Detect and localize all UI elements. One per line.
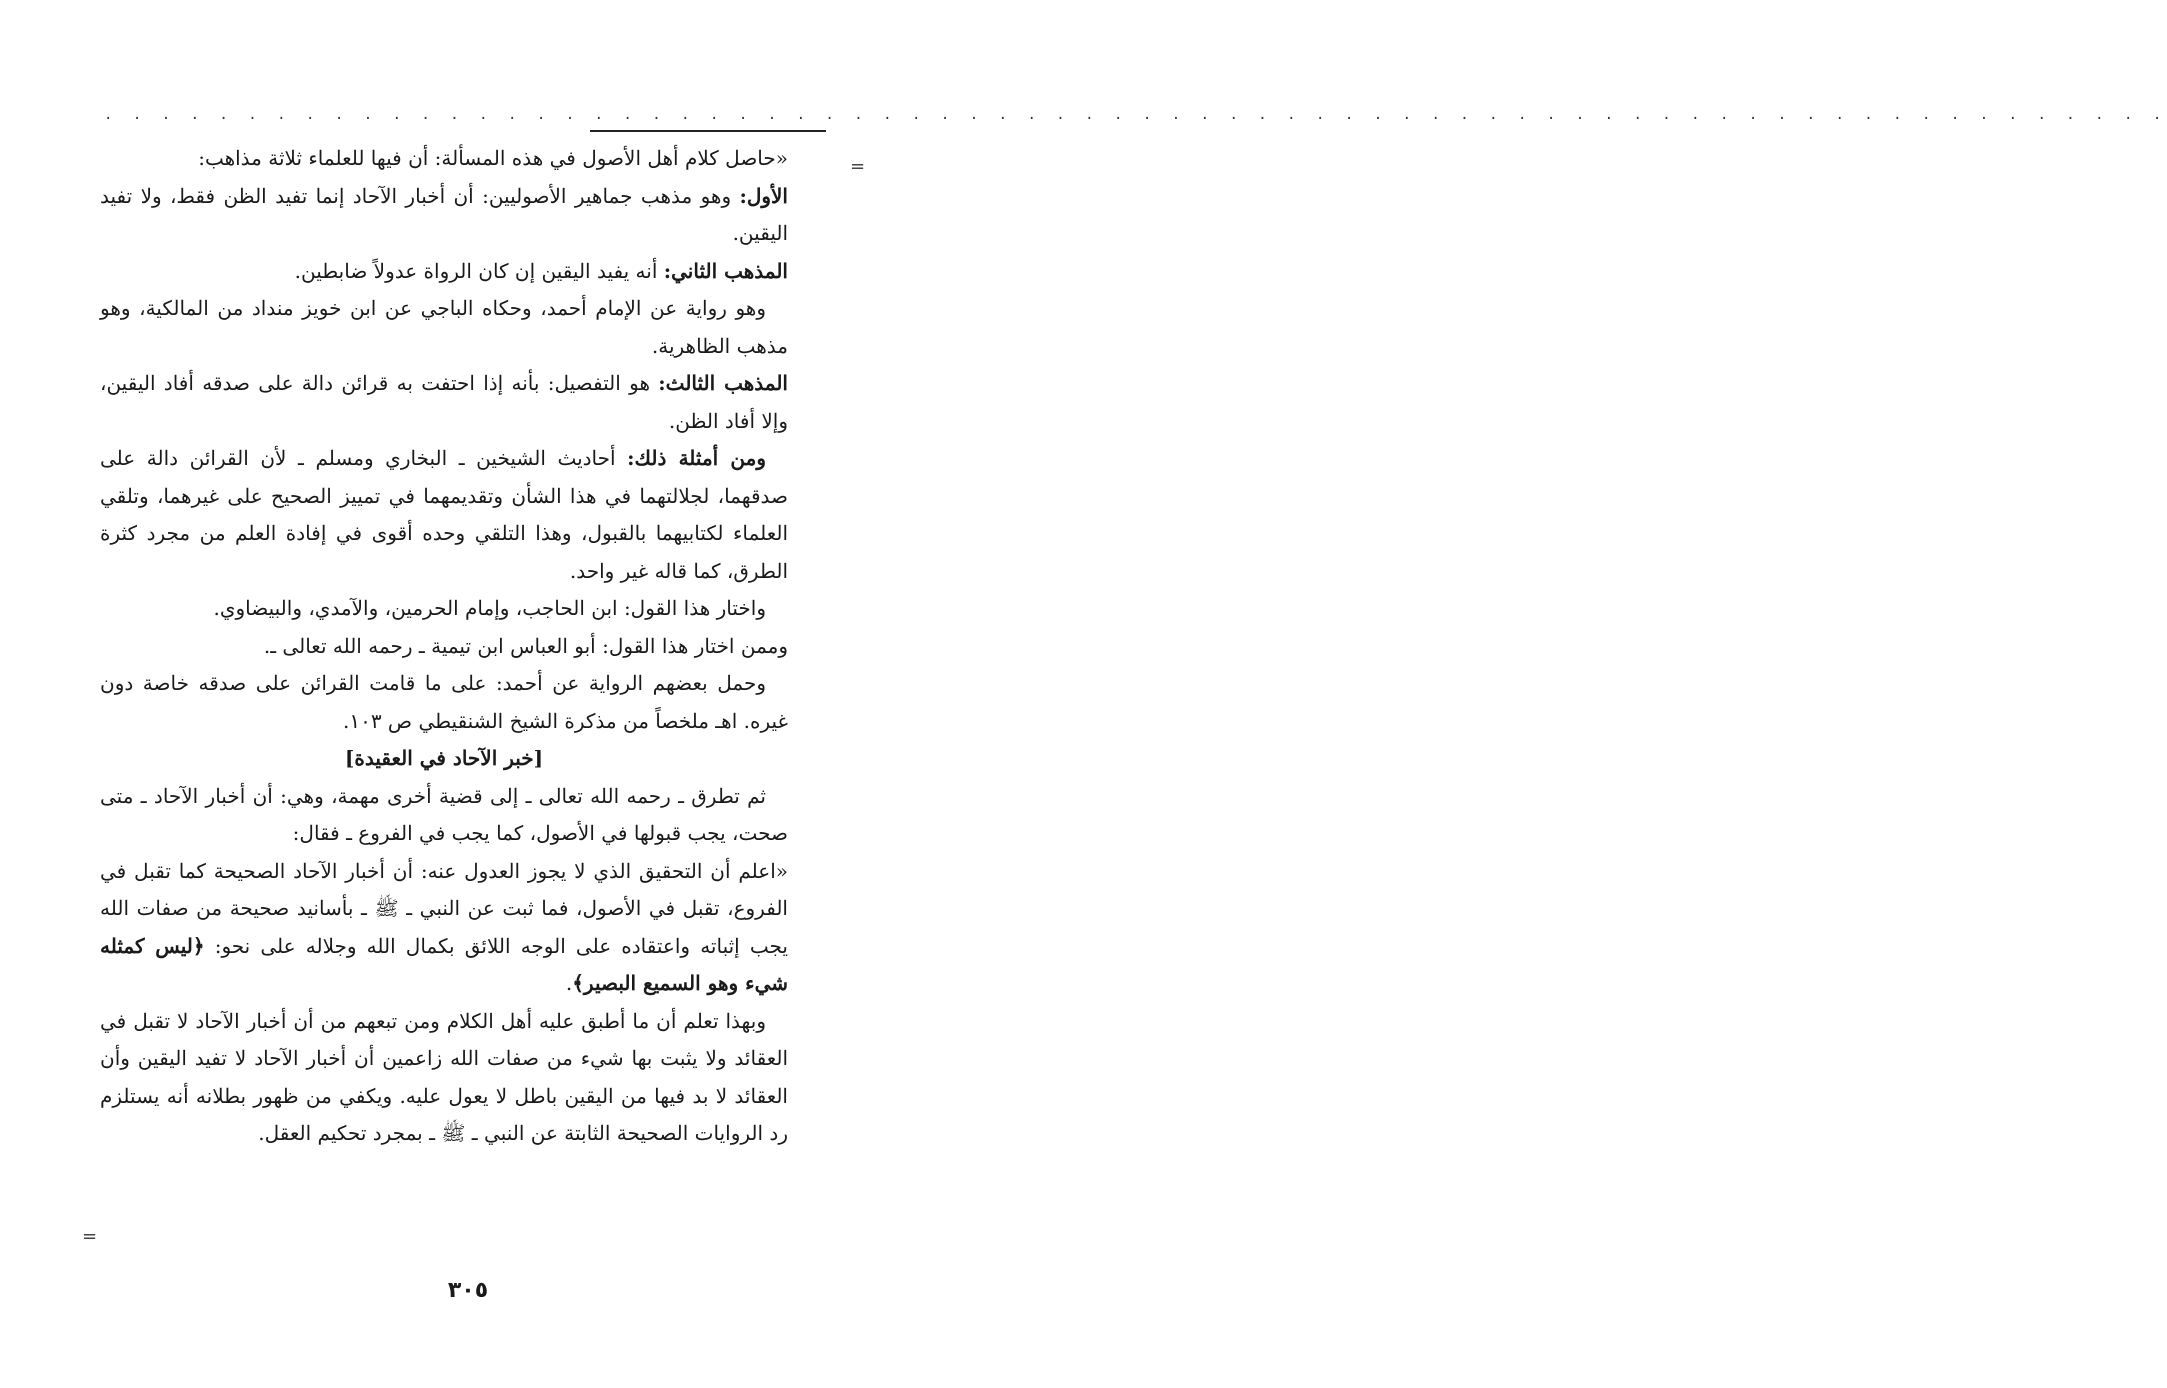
margin-mark-top: = xyxy=(850,156,866,177)
label-examples: ومن أمثلة ذلك: xyxy=(627,446,766,470)
section-heading: [خبر الآحاد في العقيدة] xyxy=(344,746,544,770)
paragraph-quote: «اعلم أن التحقيق الذي لا يجوز العدول عنه: أن أخبار الآحاد الصحيحة كما تقبل في الفروع، تقبل في الأصول، فما ثبت عن النبي ـ ﷺ ـ بأسانيد صحيحة من صفات الله يجب إثباته واعتقاده على الوجه اللائق بكمال الله وجلاله على نحو: ﴿ليس كمثله شيء وهو السميع البصير﴾. xyxy=(100,858,788,995)
label-second: المذهب الثاني: xyxy=(663,258,788,283)
label-first: الأول: xyxy=(739,183,788,208)
paragraph-intro: «حاصل كلام أهل الأصول في هذه المسألة: أن فيها للعلماء ثلاثة مذاهب: xyxy=(198,146,788,170)
paragraph-ahmad: وهو رواية عن الإمام أحمد، وحكاه الباجي عن ابن خويز منداد من المالكية، وهو مذهب الظاهرية. xyxy=(100,296,788,358)
page-number: ٣٠٥ xyxy=(447,1278,489,1303)
margin-mark-bottom: = xyxy=(82,1226,98,1247)
body-text xyxy=(100,140,788,1153)
paragraph-conclusion: وبهذا تعلم أن ما أطبق عليه أهل الكلام ومن تبعهم من أن أخبار الآحاد لا تقبل في العقائد ولا يثبت بها شيء من صفات الله زاعمين أن أخبار الآحاد لا تفيد اليقين وأن العقائد لا بد فيها من اليقين باطل لا يعول عليه. ويكفي من ظهور بطلانه أنه يستلزم رد الروايات الصحيحة الثابتة عن النبي ـ ﷺ ـ بمجرد تحكيم العقل. xyxy=(100,1008,788,1145)
paragraph-summary: وحمل بعضهم الرواية عن أحمد: على ما قامت القرائن على صدقه خاصة دون غيره. اهـ ملخصاً من مذكرة الشيخ الشنقيطي ص ١٠٣. xyxy=(100,671,788,733)
paragraph-ibn-taymiyya: وممن اختار هذا القول: أبو العباس ابن تيمية ـ رحمه الله تعالى ـ. xyxy=(263,633,788,658)
header-rule xyxy=(590,130,826,132)
paragraph-chosen: واختار هذا القول: ابن الحاجب، وإمام الحرمين، والآمدي، والبيضاوي. xyxy=(213,596,766,620)
paragraph-first-opinion: الأول: وهو مذهب جماهير الأصوليين: أن أخبار الآحاد إنما تفيد الظن فقط، ولا تفيد اليقين. xyxy=(100,183,788,245)
quran-verse: ﴿ليس كمثله شيء وهو السميع البصير﴾ xyxy=(100,933,788,995)
paragraph-third-opinion: المذهب الثالث: هو التفصيل: بأنه إذا احتفت به قرائن دالة على صدقه أفاد اليقين، وإلا أفاد الظن. xyxy=(100,371,788,433)
header-dotted-line: . . . . . . . . . . . . . . . . . . . . . . . . . . . . . . . . . . . . . . . . . . . . . . . . . . . . . . . . . . . . . . . . . . . . . . . . xyxy=(104,107,2167,123)
paragraph-examples: ومن أمثلة ذلك: أحاديث الشيخين ـ البخاري ومسلم ـ لأن القرائن دالة على صدقهما، لجلالتهما في هذا الشأن وتقديمهما في تمييز الصحيح على غيرهما، وتلقي العلماء لكتابيهما بالقبول، وهذا التلقي وحده أقوى في إفادة العلم من مجرد كثرة الطرق، كما قاله غير واحد. xyxy=(100,446,788,583)
paragraph-second-opinion: المذهب الثاني: أنه يفيد اليقين إن كان الرواة عدولاً ضابطين. xyxy=(294,258,788,283)
paragraph-transition: ثم تطرق ـ رحمه الله تعالى ـ إلى قضية أخرى مهمة، وهي: أن أخبار الآحاد ـ متى صحت، يجب قبولها في الأصول، كما يجب في الفروع ـ فقال: xyxy=(100,783,788,845)
label-third: المذهب الثالث: xyxy=(658,371,788,395)
